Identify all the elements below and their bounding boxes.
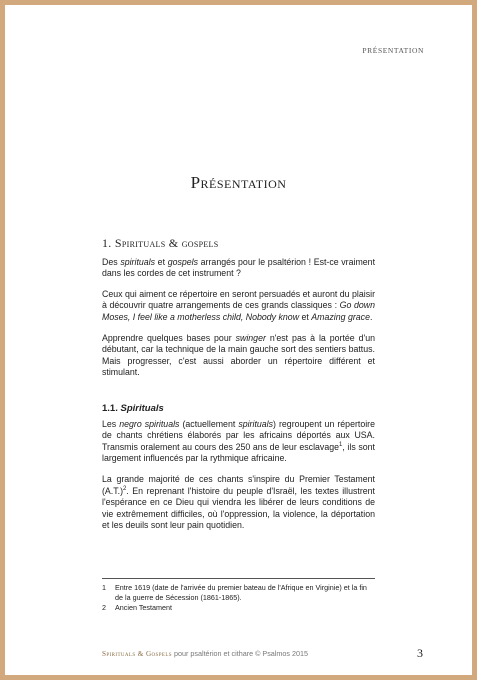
footnote-ref-1[interactable]: 1 [339, 441, 343, 448]
paragraph-testament [102, 474, 375, 532]
footnote-1 [102, 583, 375, 602]
footer-credit: pour psaltérion et cithare © Psalmos 2015 [172, 649, 308, 658]
text-run: Apprendre quelques bases pour [102, 332, 236, 343]
page-title: Présentation [190, 173, 287, 192]
heading-number: 1.1. [102, 402, 121, 414]
text-run-italic: negro spirituals [119, 418, 180, 429]
paragraph-classics [102, 289, 375, 324]
section-heading-1-1 [102, 403, 375, 415]
text-run-italic: Go down Moses, I feel like a motherless child, Nobody know [102, 300, 375, 322]
footnote-text: Ancien Testament [115, 603, 173, 613]
footnote-number: 2 [102, 603, 106, 613]
text-run-italic: swinger [235, 332, 266, 343]
page-number: 3 [417, 646, 423, 660]
footnote-2 [102, 603, 375, 613]
running-header: PRÉSENTATION [362, 46, 424, 55]
text-run: (actuellement [179, 418, 239, 429]
main-content [102, 238, 375, 541]
text-run: Ceux qui aiment ce répertoire en seront persuadés et auront du plaisir à découvrir quatre arrangements de ces grands classiques : [102, 288, 375, 311]
paragraph-intro [102, 257, 375, 280]
paragraph-negro-spirituals [102, 419, 375, 465]
footnotes [102, 578, 375, 614]
page-footer [102, 649, 308, 658]
footnote-ref-2[interactable]: 2 [123, 485, 127, 492]
text-run-italic: Amazing grace [311, 311, 370, 322]
heading-title: Spirituals [120, 402, 164, 414]
text-run: Les [102, 418, 120, 429]
text-run: arrangés pour le psaltérion ! Est-ce vraiment dans les cordes de cet instrument ? [102, 256, 376, 279]
text-run: . En reprenant l'histoire du peuple d'Israël, les textes illustrent l'espérance en ce Dieu qui viendra les libérer de leurs conditions de vie extrêmement difficiles, où l'oppression, la violence, la déportation et les deuils sont leur pain quotidien. [102, 485, 375, 531]
text-run-italic: gospels [167, 256, 199, 267]
text-run-italic: spirituals [120, 256, 156, 267]
document-page [5, 5, 472, 675]
text-run: Des [102, 256, 121, 267]
text-run: et [155, 256, 168, 267]
text-run-italic: spirituals [238, 418, 274, 429]
section-heading-1: 1. Spirituals & gospels [102, 236, 219, 250]
text-run: . [369, 311, 373, 322]
footnote-text: Entre 1619 (date de l'arrivée du premier bateau de l'Afrique en Virginie) et la fin de la guerre de Sécession (1861-1865). [115, 583, 367, 602]
text-run: ) regroupent un répertoire de chants chrétiens élaborés par les africains déportés aux USA. Transmis oralement au cours des 250 ans de leur esclavage [102, 418, 376, 452]
text-run: n'est pas à la portée d'un débutant, car la technique de la main gauche sort des sentiers battus. Mais progresser, c'est aussi aborder un répertoire différent et stimulant. [102, 332, 375, 378]
text-run: , ils sont largement influencés par la rythmique africaine. [102, 441, 375, 464]
text-run: et [299, 311, 312, 322]
footer-brand: Spirituals & Gospels [102, 650, 172, 658]
text-run: La grande majorité de ces chants s'inspire du Premier Testament (A.T.) [102, 473, 375, 496]
footnote-number: 1 [102, 583, 106, 592]
paragraph-swing [102, 333, 375, 379]
